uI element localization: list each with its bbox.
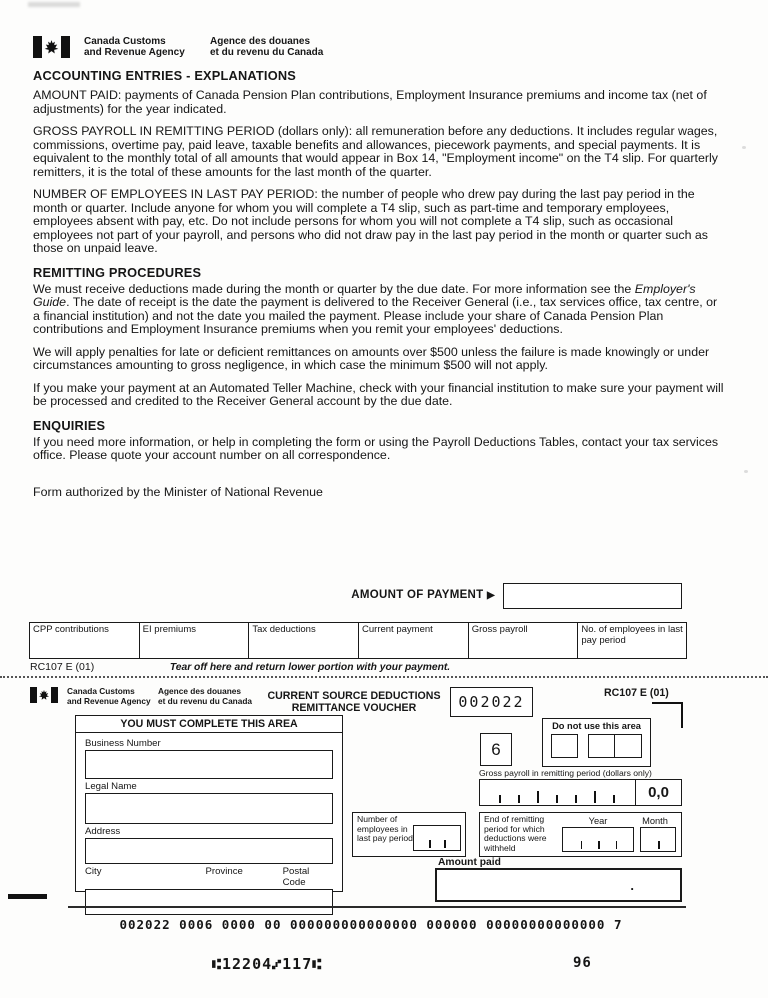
- tear-off-instruction: Tear off here and return lower portion with your payment.: [169, 662, 451, 673]
- voucher-code-box: 002022: [450, 687, 533, 717]
- section-title-enquiries: ENQUIRIES: [33, 417, 106, 433]
- column-header-tax[interactable]: Tax deductions: [249, 623, 359, 658]
- column-header-ei[interactable]: EI premiums: [140, 623, 250, 658]
- province-label: Province: [205, 866, 243, 877]
- amount-of-payment-field[interactable]: [503, 583, 682, 609]
- paragraph-enquiries: If you need more information, or help in completing the form or using the Payroll Deductions Tables, contact your tax services office. Please quote your account number on all correspondence.: [33, 434, 719, 462]
- column-header-cpp[interactable]: CPP contributions: [30, 623, 140, 658]
- legal-name-field[interactable]: [85, 793, 333, 824]
- voucher-title: CURRENT SOURCE DEDUCTIONS REMITTANCE VOUCHER: [267, 690, 441, 714]
- micr-code-line: ⑆12204⑇117⑆: [212, 955, 323, 973]
- remitter-type-box: 6: [480, 733, 512, 766]
- do-not-use-label: Do not use this area: [552, 721, 641, 731]
- you-must-complete-area: [75, 715, 343, 892]
- paragraph-remitting-3: If you make your payment at an Automated Teller Machine, check with your financial institution to make sure your payment will be processed and credited to the Receiver General account by the due date.: [33, 380, 724, 408]
- authorization-note: Form authorized by the Minister of National Revenue: [33, 484, 323, 499]
- paragraph-remitting-2: We will apply penalties for late or deficient remittances on amounts over $500 unless the failure is made knowingly or under circumstances amounting to gross negligence, in which case the minimum $500 will not apply.: [33, 344, 710, 372]
- tear-off-dotted-line: [0, 676, 768, 678]
- scan-artifact: [744, 470, 748, 473]
- do-not-use-cell-2: [588, 734, 642, 758]
- paragraph-remitting-1: We must receive deductions made during the month or quarter by the due date. For more information see the Employer's Guide. The date of receipt is the date the payment is delivered to the Receiver General (i.e., tax services office, tax centre, or a financial institution) and not the date you mailed the payment. Please include your share of Canada Pension Plan contributions and Employment Insurance premiums when you remit your employees' deductions.: [33, 281, 718, 336]
- employees-last-pay-period-box: [352, 812, 466, 857]
- agency-name-english: Canada Customs and Revenue Agency: [84, 36, 185, 58]
- employees-entry-field[interactable]: [413, 825, 461, 851]
- gross-payroll-label: Gross payroll in remitting period (dollars only): [479, 768, 652, 778]
- canada-flag-icon: [33, 36, 70, 58]
- amount-paid-decimal-mark: .: [630, 878, 634, 893]
- agency-header: [33, 36, 727, 58]
- amount-paid-label: Amount paid: [438, 857, 501, 868]
- gross-payroll-field[interactable]: [479, 779, 682, 806]
- paragraph-gross-payroll: GROSS PAYROLL IN REMITTING PERIOD (dollars only): all remuneration before any deductions. It includes regular wages, commissions, overtime pay, paid leave, taxable benefits and allowances, piecework payments, and special payments. It is equivalent to the monthly total of all amounts that would appear in Box 14, "Employment income" on the T4 slip. For quarterly remitters, it is the total of these amounts for the last month of the quarter.: [33, 124, 718, 179]
- city-province-postal-labels: [85, 866, 333, 888]
- paragraph-number-of-employees: NUMBER OF EMPLOYEES IN LAST PAY PERIOD: the number of people who drew pay during the last pay period in the month or quarter. Include anyone for whom you will complete a T4 slip, such as part-time and temporary employees, employees absent with pay, etc. Do not include persons for whom you will not complete a T4 slip, such as occasional employees not part of your payroll, and persons who did not draw pay in the last pay period in the month or quarter such as those on unpaid leave.: [33, 187, 708, 255]
- scan-artifact: [742, 146, 746, 149]
- deductions-summary-table: [29, 622, 687, 659]
- end-of-remitting-period-box: [479, 812, 682, 857]
- city-province-postal-field[interactable]: [85, 889, 333, 915]
- right-arrow-icon: ▶: [487, 590, 495, 601]
- postal-code-label: Postal Code: [282, 866, 310, 888]
- employees-label: Number of employees in last pay period: [357, 814, 413, 844]
- legal-name-label: Legal Name: [85, 781, 137, 792]
- amount-of-payment-label: AMOUNT OF PAYMENT ▶: [351, 589, 495, 601]
- business-number-field[interactable]: [85, 750, 333, 779]
- agency-name-french: Agence des douanes et du revenu du Canada: [210, 36, 324, 58]
- do-not-use-area: [542, 718, 651, 767]
- canada-flag-icon-voucher: [30, 687, 58, 703]
- voucher-agency-english: Canada Customs and Revenue Agency: [67, 686, 151, 706]
- end-period-label: End of remitting period for which deductions were withheld: [484, 814, 547, 853]
- employers-guide-italic: Employer's Guide: [33, 281, 696, 309]
- amount-paid-field[interactable]: [435, 868, 682, 902]
- form-code-upper: RC107 E (01): [30, 661, 95, 673]
- scan-artifact: [28, 2, 80, 7]
- micr-aux-number: 96: [573, 955, 592, 971]
- year-entry-field[interactable]: [562, 827, 634, 852]
- column-header-gross-payroll[interactable]: Gross payroll: [469, 623, 579, 658]
- paragraph-amount-paid: AMOUNT PAID: payments of Canada Pension Plan contributions, Employment Insurance premiums and income tax (net of adjustments) for the year indicated.: [33, 88, 707, 116]
- voucher-agency-french: Agence des douanes et du revenu du Canada: [158, 686, 253, 706]
- city-label: City: [85, 866, 102, 877]
- column-header-employees[interactable]: No. of employees in last pay period: [581, 624, 683, 646]
- ocr-account-line: 002022 0006 0000 00 000000000000000 000000 00000000000000 7: [119, 917, 623, 932]
- column-header-current-payment[interactable]: Current payment: [359, 623, 469, 658]
- explanations-section: [33, 36, 727, 508]
- month-entry-field[interactable]: [640, 827, 676, 852]
- left-registration-mark: [8, 894, 47, 899]
- form-code-voucher: RC107 E (01): [604, 687, 669, 699]
- section-title-accounting-entries: ACCOUNTING ENTRIES - EXPLANATIONS: [33, 68, 297, 83]
- address-label: Address: [85, 826, 121, 837]
- voucher-bottom-rule: [68, 906, 686, 908]
- address-field[interactable]: [85, 838, 333, 864]
- corner-registration-bracket: [652, 702, 683, 728]
- business-number-label: Business Number: [85, 738, 161, 749]
- do-not-use-cell-1: [551, 734, 578, 758]
- complete-area-title: YOU MUST COMPLETE THIS AREA: [76, 716, 342, 733]
- year-label: Year: [588, 816, 608, 826]
- section-title-remitting-procedures: REMITTING PROCEDURES: [33, 264, 202, 280]
- gross-payroll-cents: 0,0: [635, 780, 681, 805]
- month-label: Month: [642, 816, 668, 826]
